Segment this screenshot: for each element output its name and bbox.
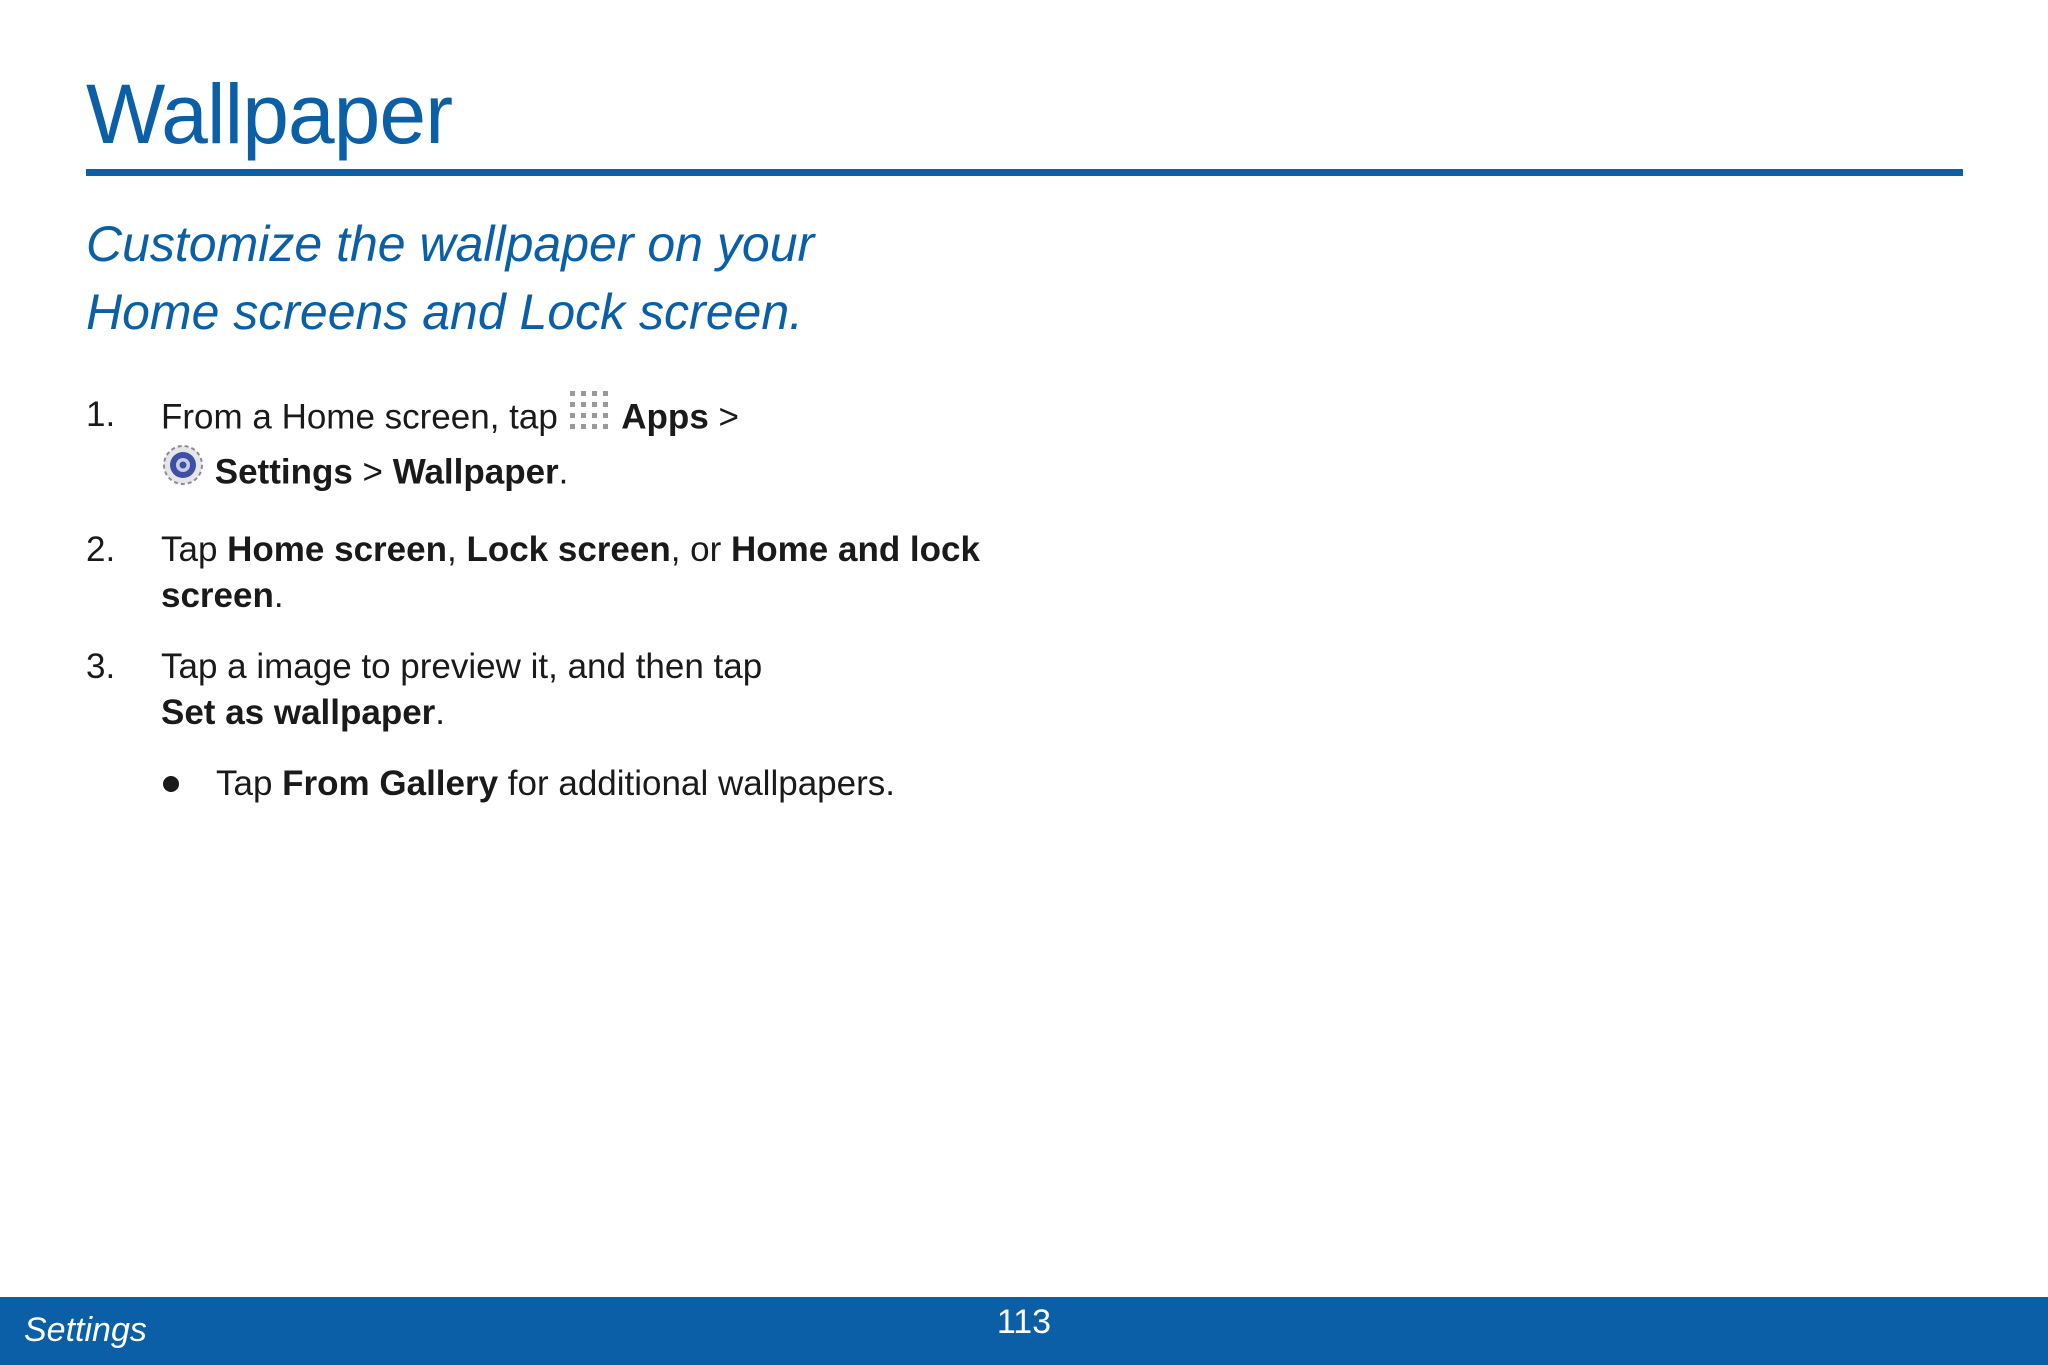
intro-text — [86, 210, 986, 346]
home-and-lock-screen-label: Home and lock screen — [161, 530, 980, 615]
step-text-segment: , — [446, 530, 467, 569]
lock-screen-label: Lock screen — [466, 530, 671, 569]
step-3 — [86, 644, 986, 736]
wallpaper-label: Wallpaper — [392, 452, 559, 492]
step-text — [161, 392, 986, 502]
step-number: 2. — [86, 530, 116, 569]
step-text-segment: , or — [670, 530, 732, 569]
set-as-wallpaper-label: Set as wallpaper — [161, 693, 436, 732]
steps-list — [86, 392, 986, 807]
step-text — [161, 527, 981, 619]
step-text-segment: > — [708, 397, 739, 437]
page-number: 113 — [996, 1303, 1052, 1341]
bullet-text-segment: Tap — [216, 764, 283, 803]
bullet-dot — [163, 776, 179, 792]
step-text-segment: > — [352, 452, 393, 492]
step-number: 1. — [86, 395, 116, 434]
settings-gear-icon — [161, 443, 205, 499]
intro-line-1: Customize the wallpaper on your — [86, 216, 815, 272]
home-screen-label: Home screen — [227, 530, 447, 569]
bullet-item — [161, 761, 986, 807]
step-1 — [86, 392, 986, 502]
step-text-segment: Tap — [161, 530, 228, 569]
from-gallery-label: From Gallery — [282, 764, 499, 803]
apps-label: Apps — [621, 397, 709, 437]
bullet-text-segment: for additional wallpapers. — [498, 764, 895, 803]
footer-bar — [0, 1297, 2048, 1365]
step-number: 3. — [86, 647, 116, 686]
intro-line-2: Home screens and Lock screen. — [86, 284, 804, 340]
step-2 — [86, 527, 986, 619]
step-text-segment: . — [435, 693, 446, 732]
bullet-text — [216, 761, 986, 807]
step-text-segment: From a Home screen, tap — [161, 397, 558, 437]
step-text-segment: . — [558, 452, 569, 492]
page-title: Wallpaper — [86, 67, 453, 161]
step-text — [161, 644, 986, 736]
title-divider — [86, 169, 1963, 176]
settings-label: Settings — [214, 452, 353, 492]
apps-grid-icon — [568, 389, 612, 443]
step-text-segment: . — [273, 576, 284, 615]
footer-section-name: Settings — [24, 1311, 147, 1349]
step-text-segment: Tap a image to preview it, and then tap — [161, 647, 763, 686]
